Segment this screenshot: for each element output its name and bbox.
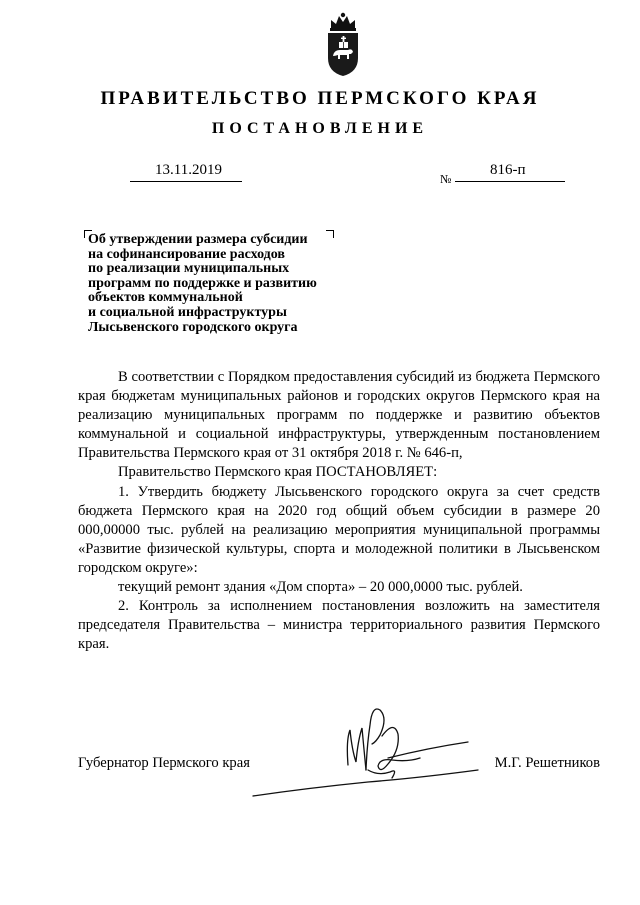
body-paragraph: Правительство Пермского края ПОСТАНОВЛЯЕТ: bbox=[118, 464, 438, 481]
document-date: 13.11.2019 bbox=[155, 162, 222, 178]
signatory-title: Губернатор Пермского края bbox=[78, 755, 250, 771]
date-underline bbox=[130, 180, 242, 182]
document-number: 816-п bbox=[490, 162, 526, 178]
number-sign: № bbox=[440, 172, 452, 186]
document-body bbox=[78, 368, 600, 654]
body-paragraph: 1. Утвердить бюджету Лысьвенского городского округа за счет средств бюджета Пермского края на 2020 год общий объем субсидии в размере 20 000,00000 тыс. рублей на реализацию мероприятия муниципальной программы «Развитие физической культуры, спорта и молодежной политики в Лысьвенском городском округе»: bbox=[78, 483, 600, 576]
subject-line: Об утверждении размера субсидии bbox=[88, 232, 308, 247]
handwritten-signature bbox=[248, 700, 488, 810]
subject-line: по реализации муниципальных bbox=[88, 261, 290, 277]
subject-line: объектов коммунальной bbox=[88, 290, 243, 306]
document-type: ПОСТАНОВЛЕНИЕ bbox=[211, 120, 429, 137]
signatory-name: М.Г. Решетников bbox=[494, 755, 600, 771]
subject-line: на софинансирование расходов bbox=[88, 246, 285, 262]
body-paragraph: В соответствии с Порядком предоставления субсидий из бюджета Пермского края бюджетам муниципальных районов и городских округов Пермского края на реализацию муниципальных программ по поддержке и развитию объектов коммунальной и социальной инфраструктуры, утвержденным постановлением Правительства Пермского края от 31 октября 2018 г. № 646-п, bbox=[78, 369, 600, 462]
number-underline bbox=[455, 180, 565, 182]
document-subject bbox=[88, 233, 358, 335]
subject-line: Лысьвенского городского округа bbox=[88, 319, 298, 335]
subject-line: программ по поддержке и развитию bbox=[88, 275, 317, 291]
subject-line: и социальной инфраструктуры bbox=[88, 304, 287, 320]
body-paragraph: текущий ремонт здания «Дом спорта» – 20 000,0000 тыс. рублей. bbox=[118, 579, 523, 596]
government-title: ПРАВИТЕЛЬСТВО ПЕРМСКОГО КРАЯ bbox=[100, 88, 540, 109]
body-paragraph: 2. Контроль за исполнением постановления возложить на заместителя председателя Правительства – министра территориального развития Пермского края. bbox=[78, 598, 600, 653]
coat-of-arms-icon bbox=[322, 12, 364, 78]
